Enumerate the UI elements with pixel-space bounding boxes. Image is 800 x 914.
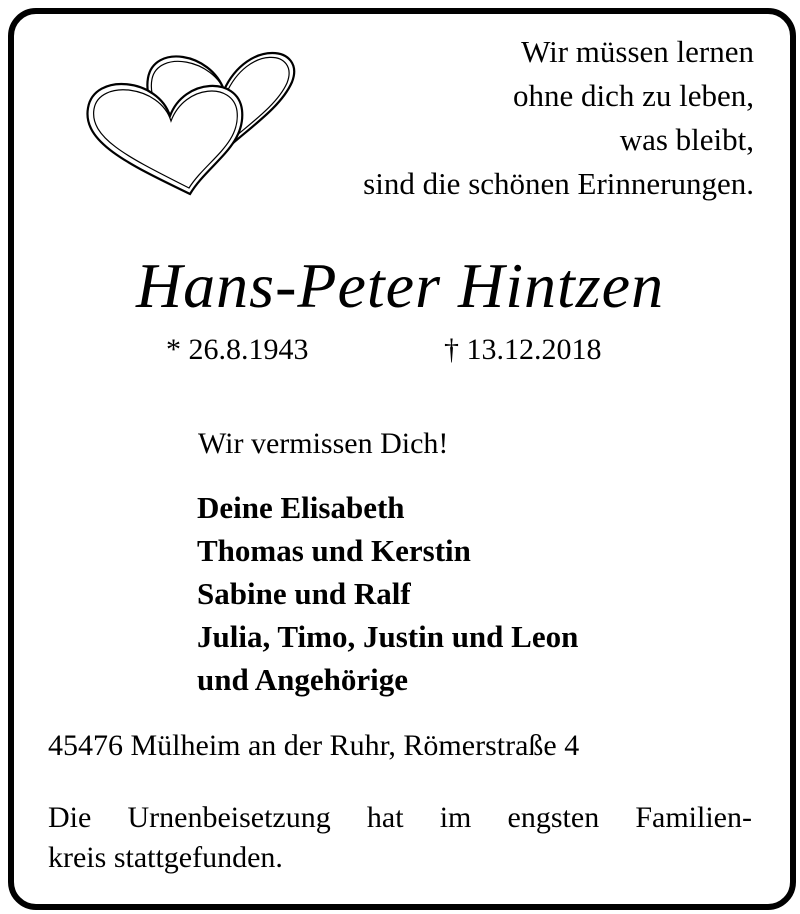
notice-word: Familien- (635, 801, 752, 834)
poem-line: Wir müssen lernen (521, 34, 754, 69)
family-list (197, 486, 578, 701)
notice-word: Urnenbeisetzung (127, 801, 331, 834)
poem-line: was bleibt, (619, 122, 754, 157)
address: 45476 Mülheim an der Ruhr, Römerstraße 4 (48, 729, 580, 762)
notice-line: kreis stattgefunden. (48, 841, 283, 874)
poem (363, 30, 754, 206)
notice-line-justified (48, 798, 752, 838)
family-member: Sabine und Ralf (197, 576, 411, 611)
family-member: Thomas und Kerstin (197, 533, 471, 568)
notice-word: engsten (507, 801, 600, 834)
notice-word: im (439, 801, 472, 834)
family-member: und Angehörige (197, 662, 409, 697)
message: Wir vermissen Dich! (198, 427, 449, 460)
front-heart-icon (87, 84, 242, 194)
family-member: Julia, Timo, Justin und Leon (197, 619, 579, 654)
notice-word: hat (366, 801, 404, 834)
family-member: Deine Elisabeth (197, 490, 405, 525)
burial-notice (48, 798, 752, 878)
poem-line: sind die schönen Erinnerungen. (363, 166, 754, 201)
deceased-name: Hans-Peter Hintzen (135, 250, 665, 321)
two-hearts-icon (82, 38, 302, 198)
birth-date: * 26.8.1943 (166, 333, 309, 366)
death-date: † 13.12.2018 (444, 333, 602, 366)
notice-word: Die (48, 801, 92, 834)
poem-line: ohne dich zu leben, (512, 78, 754, 113)
